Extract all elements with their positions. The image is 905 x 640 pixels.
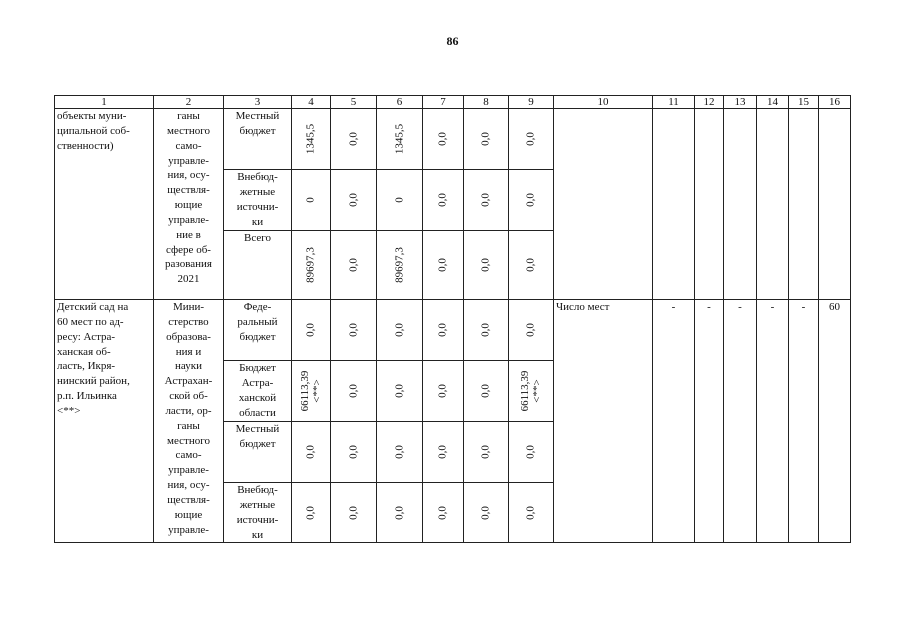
- indicator-cell: [554, 109, 653, 300]
- value-cell-16: 60: [819, 300, 851, 543]
- executor-cell: Мини- стерство образова- ния и науки Астрахан- ской об- ласти, ор- ганы местного само- управле- ния, осу- ществля- ющие управле-: [154, 300, 224, 543]
- value-cell: 0,0: [331, 231, 377, 300]
- value-cell: 89697,3: [292, 231, 331, 300]
- value-cell: 0,0: [464, 170, 509, 231]
- value-cell: 0,0: [509, 422, 554, 483]
- value-cell: 0,0: [423, 170, 464, 231]
- page-number: 86: [446, 34, 459, 48]
- value-cell: 89697,3: [377, 231, 423, 300]
- empty-cell: [724, 109, 757, 300]
- value-cell: 0,0: [331, 361, 377, 422]
- value-cell-11: -: [653, 300, 695, 543]
- value-cell: 0,0: [464, 422, 509, 483]
- indicator-cell: Число мест: [554, 300, 653, 543]
- header-col-5: 5: [331, 96, 377, 109]
- value-cell: 0,0: [423, 231, 464, 300]
- empty-cell: [653, 109, 695, 300]
- table-row: [55, 109, 851, 170]
- funding-source-cell: Местный бюджет: [224, 109, 292, 170]
- header-col-11: 11: [653, 96, 695, 109]
- value-cell: 1345,5: [377, 109, 423, 170]
- value-cell: 0,0: [423, 109, 464, 170]
- value-cell: 0,0: [423, 300, 464, 361]
- value-cell: 0,0: [509, 109, 554, 170]
- value-cell: 0,0: [464, 361, 509, 422]
- funding-source-cell: Бюджет Астра- ханской области: [224, 361, 292, 422]
- header-col-4: 4: [292, 96, 331, 109]
- empty-cell: [695, 109, 724, 300]
- value-cell: 0,0: [509, 170, 554, 231]
- value-cell: 1345,5: [292, 109, 331, 170]
- value-cell: 0,0: [423, 361, 464, 422]
- header-col-7: 7: [423, 96, 464, 109]
- value-cell: 0,0: [292, 422, 331, 483]
- value-cell-14: -: [757, 300, 789, 543]
- header-col-8: 8: [464, 96, 509, 109]
- value-cell: 0,0: [377, 361, 423, 422]
- value-cell: 0,0: [331, 109, 377, 170]
- header-col-2: 2: [154, 96, 224, 109]
- funding-source-cell: Внебюд- жетные источни- ки: [224, 170, 292, 231]
- funding-source-cell: Феде- ральный бюджет: [224, 300, 292, 361]
- value-cell: 0: [292, 170, 331, 231]
- value-cell: 0,0: [464, 483, 509, 543]
- header-col-15: 15: [789, 96, 819, 109]
- value-cell: 0,0: [331, 170, 377, 231]
- value-cell: 0,0: [509, 483, 554, 543]
- header-col-13: 13: [724, 96, 757, 109]
- header-row: [55, 96, 851, 109]
- value-cell: 0,0: [331, 422, 377, 483]
- budget-table: [54, 95, 851, 543]
- empty-cell: [757, 109, 789, 300]
- header-col-14: 14: [757, 96, 789, 109]
- value-cell: 0,0: [509, 300, 554, 361]
- value-cell: 0,0: [377, 300, 423, 361]
- header-col-12: 12: [695, 96, 724, 109]
- header-col-16: 16: [819, 96, 851, 109]
- value-cell-12: -: [695, 300, 724, 543]
- header-col-6: 6: [377, 96, 423, 109]
- funding-source-cell: Местный бюджет: [224, 422, 292, 483]
- value-cell: 0,0: [377, 483, 423, 543]
- value-cell: 0,0: [331, 483, 377, 543]
- value-cell: 66113,39 <**>: [509, 361, 554, 422]
- value-cell: 0,0: [331, 300, 377, 361]
- header-col-9: 9: [509, 96, 554, 109]
- executor-cell: ганы местного само- управле- ния, осу- ществля- ющие управле- ние в сфере об- разования 2021: [154, 109, 224, 300]
- value-cell: 0: [377, 170, 423, 231]
- value-cell: 0,0: [464, 109, 509, 170]
- value-cell: 0,0: [423, 422, 464, 483]
- table-row: [55, 300, 851, 361]
- funding-source-cell: Всего: [224, 231, 292, 300]
- funding-source-cell: Внебюд- жетные источни- ки: [224, 483, 292, 543]
- header-col-10: 10: [554, 96, 653, 109]
- value-cell: 0,0: [292, 300, 331, 361]
- value-cell: 0,0: [464, 231, 509, 300]
- value-cell: 0,0: [292, 483, 331, 543]
- value-cell-13: -: [724, 300, 757, 543]
- value-cell: 0,0: [464, 300, 509, 361]
- value-cell: 0,0: [509, 231, 554, 300]
- value-cell: 66113,39 <**>: [292, 361, 331, 422]
- empty-cell: [819, 109, 851, 300]
- header-col-3: 3: [224, 96, 292, 109]
- header-col-1: 1: [55, 96, 154, 109]
- value-cell: 0,0: [423, 483, 464, 543]
- value-cell-15: -: [789, 300, 819, 543]
- object-name-cell: Детский сад на 60 мест по ад- ресу: Астра- ханская об- ласть, Икря- нинский район, р.п. Ильинка <**>: [55, 300, 154, 543]
- value-cell: 0,0: [377, 422, 423, 483]
- empty-cell: [789, 109, 819, 300]
- object-name-cell: объекты муни- ципальной соб- ственности): [55, 109, 154, 300]
